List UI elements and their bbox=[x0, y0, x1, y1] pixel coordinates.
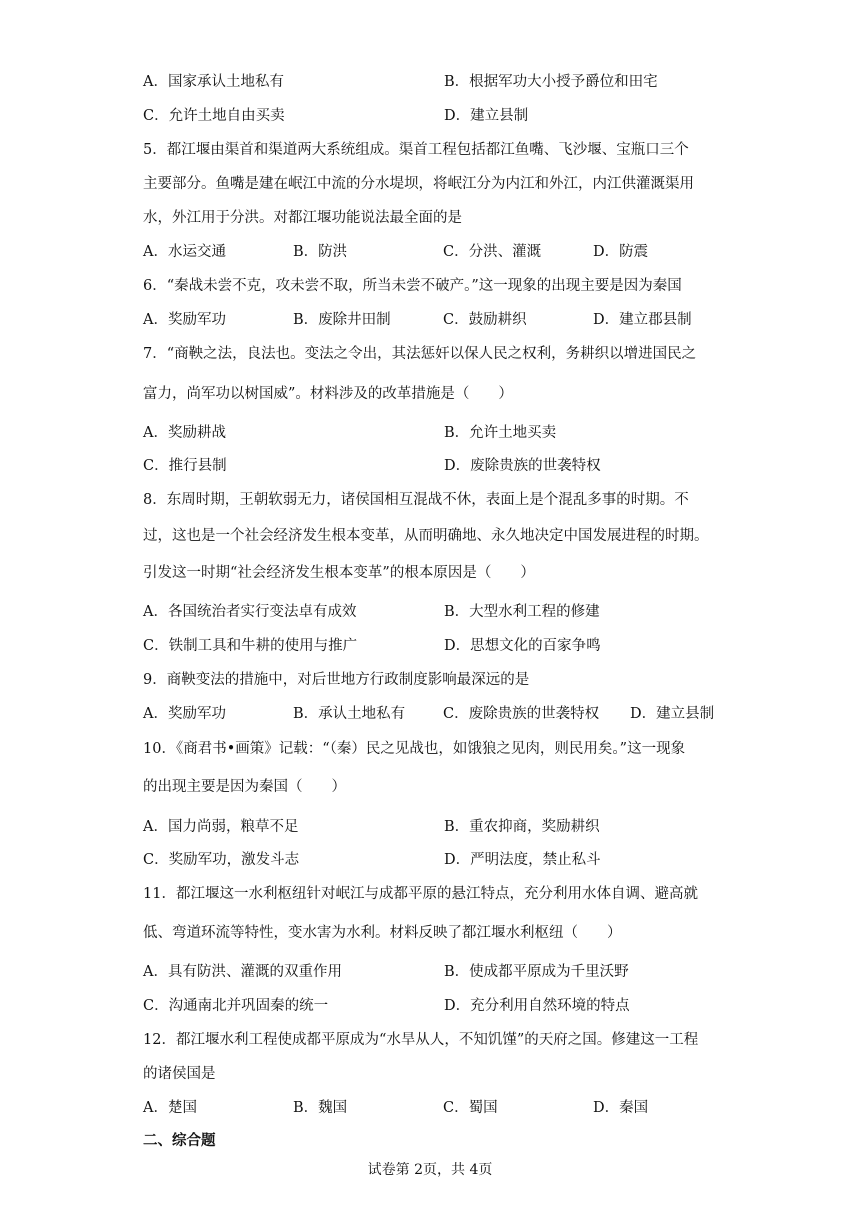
q9-option-a: A．奖励军功 bbox=[143, 706, 226, 722]
q9-option-b: B．承认土地私有 bbox=[293, 706, 406, 722]
q10-stem-line-2: 的出现主要是因为秦国（ ） bbox=[143, 779, 346, 795]
q4-option-c: C．允许土地自由买卖 bbox=[143, 108, 285, 124]
q4-option-a: A．国家承认土地私有 bbox=[143, 74, 284, 90]
q6-option-a: A．奖励军功 bbox=[143, 312, 226, 328]
q5-option-a: A．水运交通 bbox=[143, 244, 226, 260]
q6-option-d: D．建立郡县制 bbox=[593, 312, 692, 328]
q11-option-d: D．充分利用自然环境的特点 bbox=[444, 998, 630, 1014]
q11-stem-line-1: 11．都江堰这一水利枢纽针对岷江与成都平原的悬江特点，充分利用水体自调、避高就 bbox=[143, 886, 698, 902]
section-title: 二、综合题 bbox=[143, 1132, 216, 1149]
q4-option-b: B．根据军功大小授予爵位和田宅 bbox=[444, 74, 658, 90]
q12-option-d: D．秦国 bbox=[593, 1100, 649, 1116]
q9-option-d: D．建立县制 bbox=[630, 706, 715, 722]
q10-option-d: D．严明法度，禁止私斗 bbox=[444, 852, 601, 868]
q8-option-a: A．各国统治者实行变法卓有成效 bbox=[143, 604, 357, 620]
q6-stem-line-1: 6．“秦战未尝不克，攻未尝不取，所当未尝不破产。”这一现象的出现主要是因为秦国 bbox=[143, 278, 682, 294]
page-footer: 试卷第 2页，共 4页 bbox=[367, 1162, 493, 1178]
q10-option-c: C．奖励军功，激发斗志 bbox=[143, 852, 300, 868]
q12-stem-line-2: 的诸侯国是 bbox=[143, 1066, 216, 1082]
q4-option-d: D．建立县制 bbox=[444, 108, 529, 124]
q5-stem-line-2: 主要部分。鱼嘴是建在岷江中流的分水堤坝，将岷江分为内江和外江，内江供灌溉渠用 bbox=[143, 176, 694, 192]
q12-option-b: B．魏国 bbox=[293, 1100, 348, 1116]
q6-option-c: C．鼓励耕织 bbox=[443, 312, 527, 328]
q8-option-b: B．大型水利工程的修建 bbox=[444, 604, 600, 620]
q9-option-c: C．废除贵族的世袭特权 bbox=[443, 706, 600, 722]
q10-option-a: A．国力尚弱，粮草不足 bbox=[143, 819, 299, 835]
q8-option-c: C．铁制工具和牛耕的使用与推广 bbox=[143, 638, 358, 654]
q9-stem-line-1: 9．商鞅变法的措施中，对后世地方行政制度影响最深远的是 bbox=[143, 672, 530, 688]
q10-option-b: B．重农抑商，奖励耕织 bbox=[444, 819, 600, 835]
q11-option-b: B．使成都平原成为千里沃野 bbox=[444, 964, 629, 980]
q12-stem-line-1: 12．都江堰水利工程使成都平原成为“水旱从人，不知饥馑”的天府之国。修建这一工程 bbox=[143, 1032, 699, 1048]
q7-option-a: A．奖励耕战 bbox=[143, 425, 226, 441]
q11-option-a: A．具有防洪、灌溉的双重作用 bbox=[143, 964, 342, 980]
q7-stem-line-1: 7．“商鞅之法，良法也。变法之令出，其法惩奸以保人民之权利，务耕织以增进国民之 bbox=[143, 346, 697, 362]
q7-option-b: B．允许土地买卖 bbox=[444, 425, 557, 441]
q5-option-c: C．分洪、灌溉 bbox=[443, 244, 542, 260]
q7-stem-line-2: 富力，尚军功以树国威”。材料涉及的改革措施是（ ） bbox=[143, 386, 513, 402]
q5-stem-line-1: 5．都江堰由渠首和渠道两大系统组成。渠首工程包括都江鱼嘴、飞沙堰、宝瓶口三个 bbox=[143, 142, 689, 158]
q12-option-c: C．蜀国 bbox=[443, 1100, 498, 1116]
q5-stem-line-3: 水，外江用于分洪。对都江堰功能说法最全面的是 bbox=[143, 210, 462, 226]
q7-option-c: C．推行县制 bbox=[143, 458, 227, 474]
q11-option-c: C．沟通南北并巩固秦的统一 bbox=[143, 998, 329, 1014]
q8-stem-line-2: 过，这也是一个社会经济发生根本变革，从而明确地、永久地决定中国发展进程的时期。 bbox=[143, 528, 709, 544]
q5-option-d: D．防震 bbox=[593, 244, 649, 260]
q8-stem-line-3: 引发这一时期“社会经济发生根本变革”的根本原因是（ ） bbox=[143, 565, 535, 581]
q11-stem-line-2: 低、弯道环流等特性，变水害为水利。材料反映了都江堰水利枢纽（ ） bbox=[143, 925, 622, 941]
q6-option-b: B．废除井田制 bbox=[293, 312, 391, 328]
q12-option-a: A．楚国 bbox=[143, 1100, 197, 1116]
q8-stem-line-1: 8．东周时期，王朝软弱无力，诸侯国相互混战不休，表面上是个混乱多事的时期。不 bbox=[143, 492, 689, 508]
q7-option-d: D．废除贵族的世袭特权 bbox=[444, 458, 601, 474]
q5-option-b: B．防洪 bbox=[293, 244, 348, 260]
q10-stem-line-1: 10．《商君书•画策》记载：“（秦）民之见战也，如饿狼之见肉，则民用矣。”这一现象 bbox=[143, 741, 686, 757]
q8-option-d: D．思想文化的百家争鸣 bbox=[444, 638, 601, 654]
